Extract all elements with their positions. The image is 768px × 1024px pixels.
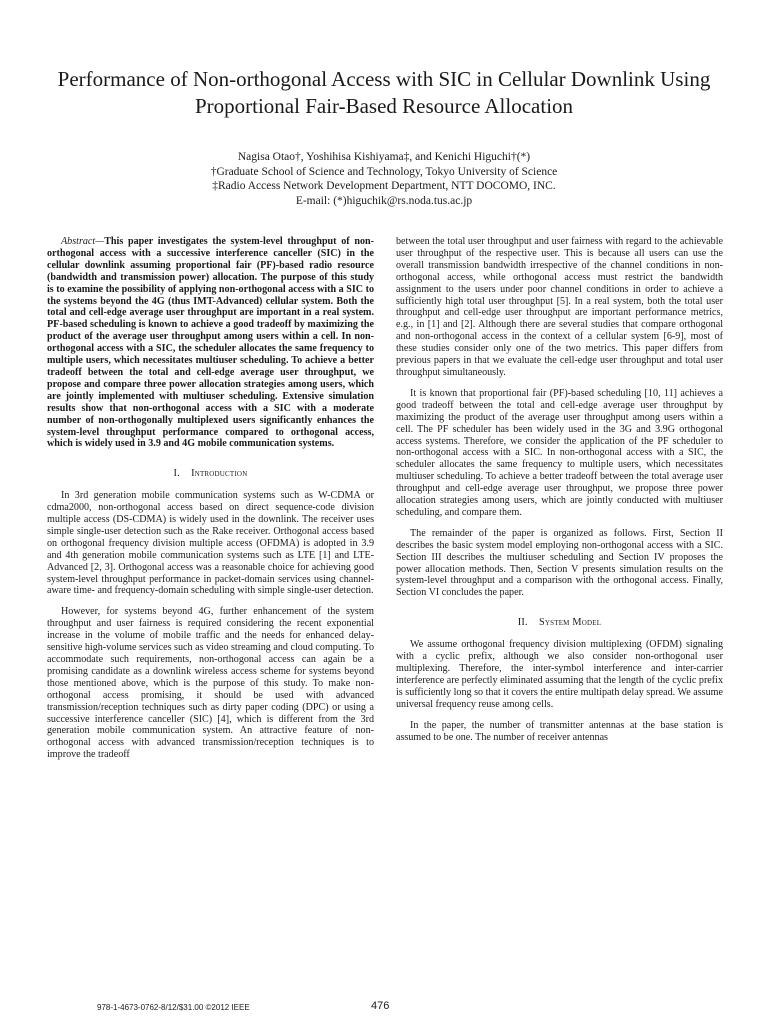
- author-email: E-mail: (*)higuchik@rs.noda.tus.ac.jp: [295, 194, 473, 207]
- section-heading-system-model: [396, 617, 723, 629]
- paragraph: The remainder of the paper is organized as follows. First, Section II describes the basic system model employing non-orthogonal access with a SIC. Section III describes the multiuser scheduling and Section IV proposes the power allocation methods. Then, Section V presents simulation results on the system-level throughput and a comparison with the orthogonal access. Finally, Section VI concludes the paper.: [396, 527, 723, 599]
- section-heading-introduction: [47, 468, 374, 480]
- paragraph: In 3rd generation mobile communication systems such as W-CDMA or cdma2000, non-orthogonal access based on direct sequence-code division multiple access (DS-CDMA) is widely used in the downlink. The receiver uses simple single-user detection such as the Rake receiver. Orthogonal access based on orthogonal frequency division multiple access (OFDMA) is adopted in 3.9 and 4th generation mobile communication systems such as LTE [1] and LTE-Advanced [2, 3]. Orthogonal access was a reasonable choice for achieving good system-level throughput performance in packet-domain services using channel-aware time- and frequency-domain scheduling with simple single-user detection.: [47, 490, 374, 597]
- paper-title: Performance of Non-orthogonal Access with SIC in Cellular Downlink Using Proportional Fair-Based Resource Allocation: [57, 67, 711, 118]
- abstract-text: This paper investigates the system-level throughput of non-orthogonal access with a successive interference canceller (SIC) in the cellular downlink assuming proportional fair (PF)-based radio resource (bandwidth and transmission power) allocation. The purpose of this study is to examine the possibility of applying non-orthogonal access with a SIC to the systems beyond the 4G (thus IMT-Advanced) cellular system. Both the total and cell-edge average user throughput are important in a real system. PF-based scheduling is known to achieve a good tradeoff by maximizing the product of the average user throughput among users within a cell. In non-orthogonal access with a SIC, the scheduler allocates the same frequency to multiple users, which necessitates multiuser scheduling. To achieve a better tradeoff between the total and cell-edge average user throughput, we propose and compare three power allocation strategies among users, which are jointly implemented with multiuser scheduling. Extensive simulation results show that non-orthogonal access with a SIC with a moderate number of non-orthogonally multiplexed users significantly enhances the system-level throughput performance compared to orthogonal access, which is widely used in 3.9 and 4G mobile communication systems.: [47, 236, 374, 450]
- right-column: [396, 236, 723, 752]
- paragraph: In the paper, the number of transmitter antennas at the base station is assumed to be one. The number of receiver antennas: [396, 719, 723, 743]
- author-names: Nagisa Otao†, Yoshihisa Kishiyama‡, and Kenichi Higuchi†(*): [237, 151, 531, 163]
- copyright-notice: 978-1-4673-0762-8/12/$31.00 ©2012 IEEE: [97, 1003, 250, 1012]
- affiliation-1: †Graduate School of Science and Technology, Tokyo University of Science: [210, 165, 558, 178]
- paragraph: We assume orthogonal frequency division multiplexing (OFDM) signaling with a cyclic prefix, although we also consider non-orthogonal user multiplexing. Therefore, the inter-symbol interference and inter-carrier interference are perfectly eliminated assuming that the length of the cyclic prefix is sufficiently long so that it covers the entire multipath delay spread. We assume universal frequency reuse among cells.: [396, 639, 723, 710]
- abstract-label: Abstract—: [61, 236, 105, 247]
- paragraph: However, for systems beyond 4G, further enhancement of the system throughput and user fairness is required considering the recent exponential increase in the volume of mobile traffic and the needs for enhanced delay-sensitive high-volume services such as video streaming and cloud computing. To accommodate such requirements, non-orthogonal access can again be a promising candidate as a downlink wireless access scheme for systems beyond those mentioned above, which is the purpose of this study. To make non-orthogonal access promising, it should be used with advanced transmission/reception techniques such as dirty paper coding (DPC) or using a successive interference canceller (SIC) [4], which is different from the 3rd generation mobile communication system. An attractive feature of non-orthogonal access with advanced transmission/reception techniques is to improve the tradeoff: [47, 606, 374, 761]
- author-block: [30, 150, 738, 208]
- section-name: System Model: [538, 617, 602, 629]
- abstract: [47, 236, 374, 450]
- paragraph: It is known that proportional fair (PF)-based scheduling [10, 11] achieves a good tradeoff between the total and cell-edge average user throughput by maximizing the product of the average user throughput among users within a cell. The PF scheduler has been widely used in the 3G and 3.9G orthogonal access systems. Therefore, we consider the application of the PF scheduler to non-orthogonal access with a SIC. In non-orthogonal access with a SIC, the scheduler allocates the same frequency to multiple users, which necessitates multiuser scheduling. To achieve a better tradeoff between the total average user throughput and cell-edge average user throughput, we propose three power allocation strategies among users, which are jointly conducted with multiuser scheduling, and compare them.: [396, 387, 723, 518]
- paragraph: between the total user throughput and user fairness with regard to the achievable user throughput of the respective user. This is because all users can use the overall transmission bandwidth irrespective of the channel conditions in non-orthogonal access, while orthogonal access must restrict the bandwidth assignment to the users under poor channel conditions in order to achieve a sufficiently high total user throughput [5]. In a real system, both the total user throughput and cell-edge user throughput are important performance metrics, e.g., in [1] and [2]. Although there are several studies that compare orthogonal and non-orthogonal access in the context of a cellular system [6-9], most of these studies consider only one of the two metrics. This paper differs from previous papers in that we evaluate the cell-edge user throughput and total user throughput simultaneously.: [396, 236, 723, 378]
- section-number: I.: [173, 468, 180, 480]
- section-number: II.: [517, 617, 528, 629]
- left-column: [47, 236, 374, 770]
- affiliation-2: ‡Radio Access Network Development Department, NTT DOCOMO, INC.: [212, 180, 556, 192]
- page-number: 476: [371, 1000, 390, 1012]
- section-name: Introduction: [191, 468, 248, 480]
